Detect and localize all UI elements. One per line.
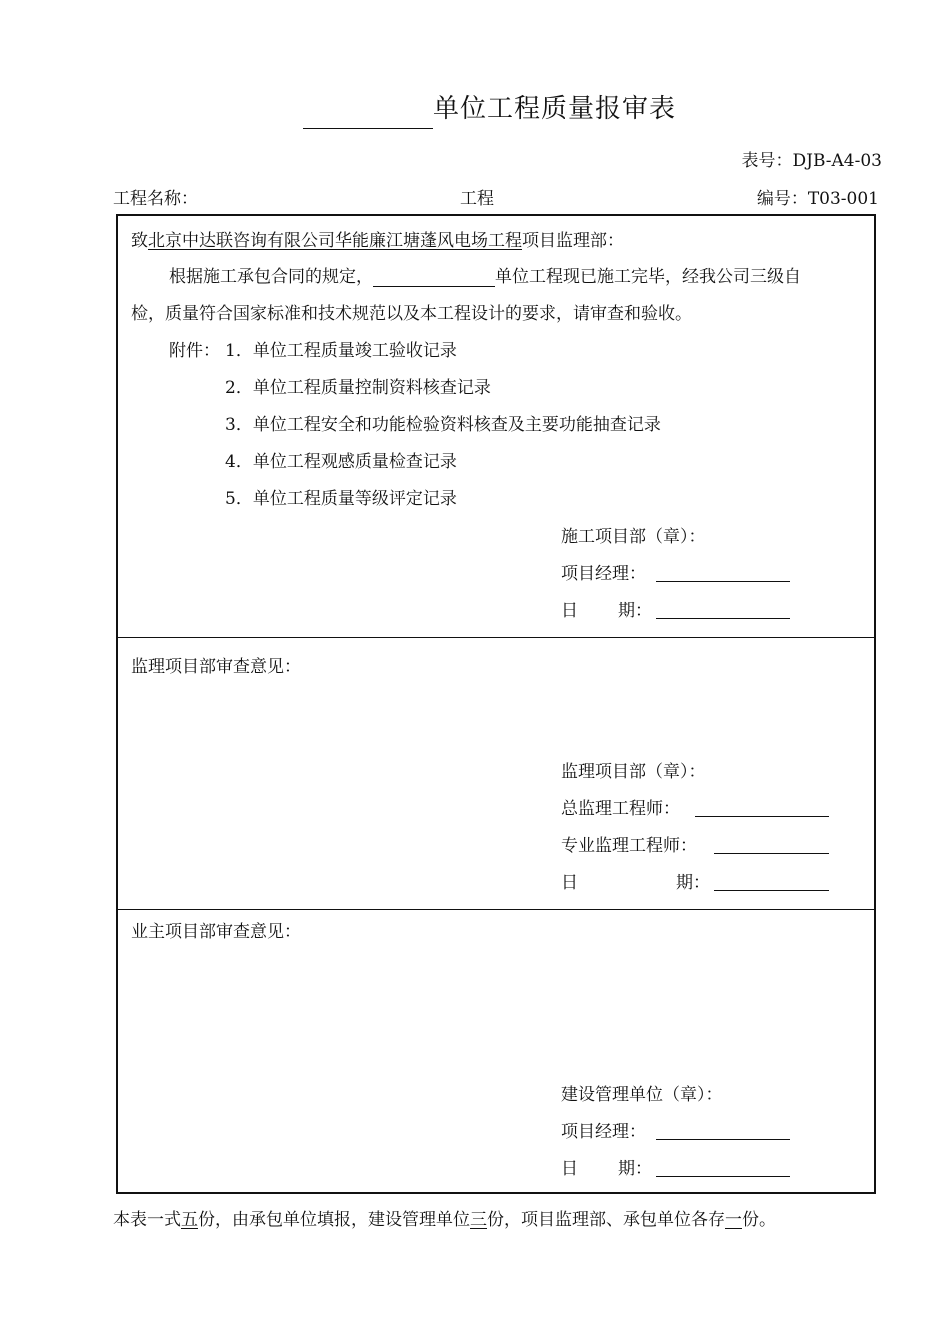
owner-manager-field[interactable] — [656, 1121, 790, 1140]
serial-number: 编号：T03-001 — [756, 189, 879, 209]
owner-manager-label: 项目经理： — [561, 1122, 646, 1142]
chief-supervisor-label: 总监理工程师： — [561, 799, 680, 819]
footer-note: 本表一式五份，由承包单位填报，建设管理单位三份，项目监理部、承包单位各存一份。 — [113, 1210, 776, 1230]
contractor-date-label-a: 日 — [561, 601, 578, 621]
section-divider — [118, 637, 874, 638]
contractor-stamp-label: 施工项目部（章）： — [561, 527, 706, 547]
attachment-item: 1．单位工程质量竣工验收记录 — [225, 341, 457, 361]
copies-total: 五 — [181, 1210, 198, 1230]
supervision-stamp-label: 监理项目部（章）： — [561, 762, 706, 782]
attachment-item: 2．单位工程质量控制资料核查记录 — [225, 378, 491, 398]
unit-project-blank[interactable] — [373, 268, 495, 287]
attachment-item: 3．单位工程安全和功能检验资料核查及主要功能抽查记录 — [225, 415, 661, 435]
copies-each: 一 — [725, 1210, 742, 1230]
submission-paragraph-line2: 检，质量符合国家标准和技术规范以及本工程设计的要求，请审查和验收。 — [131, 304, 692, 324]
contractor-date-label-b: 期： — [618, 601, 652, 621]
attachment-item: 5．单位工程质量等级评定记录 — [225, 489, 457, 509]
project-name-label: 工程名称： — [113, 189, 198, 209]
addressee-org: 北京中达联咨询有限公司华能廉江塘蓬风电场工程 — [148, 231, 522, 251]
contractor-date-field[interactable] — [656, 600, 790, 619]
specialist-supervisor-field[interactable] — [714, 835, 829, 854]
copies-owner: 三 — [470, 1210, 487, 1230]
submission-paragraph-line1: 根据施工承包合同的规定， 单位工程现已施工完毕，经我公司三级自 — [169, 267, 801, 287]
owner-date-label-a: 日 — [561, 1159, 578, 1179]
supervision-date-label-a: 日 — [561, 873, 578, 893]
chief-supervisor-field[interactable] — [695, 798, 829, 817]
attachment-item: 4．单位工程观感质量检查记录 — [225, 452, 457, 472]
owner-stamp-label: 建设管理单位（章）： — [561, 1085, 723, 1105]
specialist-supervisor-label: 专业监理工程师： — [561, 836, 697, 856]
owner-date-field[interactable] — [656, 1158, 790, 1177]
addressee-line: 致北京中达联咨询有限公司华能廉江塘蓬风电场工程项目监理部： — [131, 231, 624, 251]
attachments-label: 附件： — [169, 341, 220, 361]
supervision-date-field[interactable] — [714, 872, 829, 891]
owner-opinion-label: 业主项目部审查意见： — [131, 922, 301, 942]
form-number: 表号：DJB-A4-03 — [741, 151, 882, 171]
page-title: 单位工程质量报审表 — [433, 94, 677, 124]
supervision-date-label-b: 期： — [676, 873, 710, 893]
supervision-opinion-label: 监理项目部审查意见： — [131, 657, 301, 677]
title-blank-line[interactable] — [303, 128, 433, 129]
project-suffix: 工程 — [460, 189, 494, 209]
contractor-manager-label: 项目经理： — [561, 564, 646, 584]
form-table — [116, 214, 876, 1194]
owner-date-label-b: 期： — [618, 1159, 652, 1179]
contractor-manager-field[interactable] — [656, 563, 790, 582]
section-divider — [118, 909, 874, 910]
